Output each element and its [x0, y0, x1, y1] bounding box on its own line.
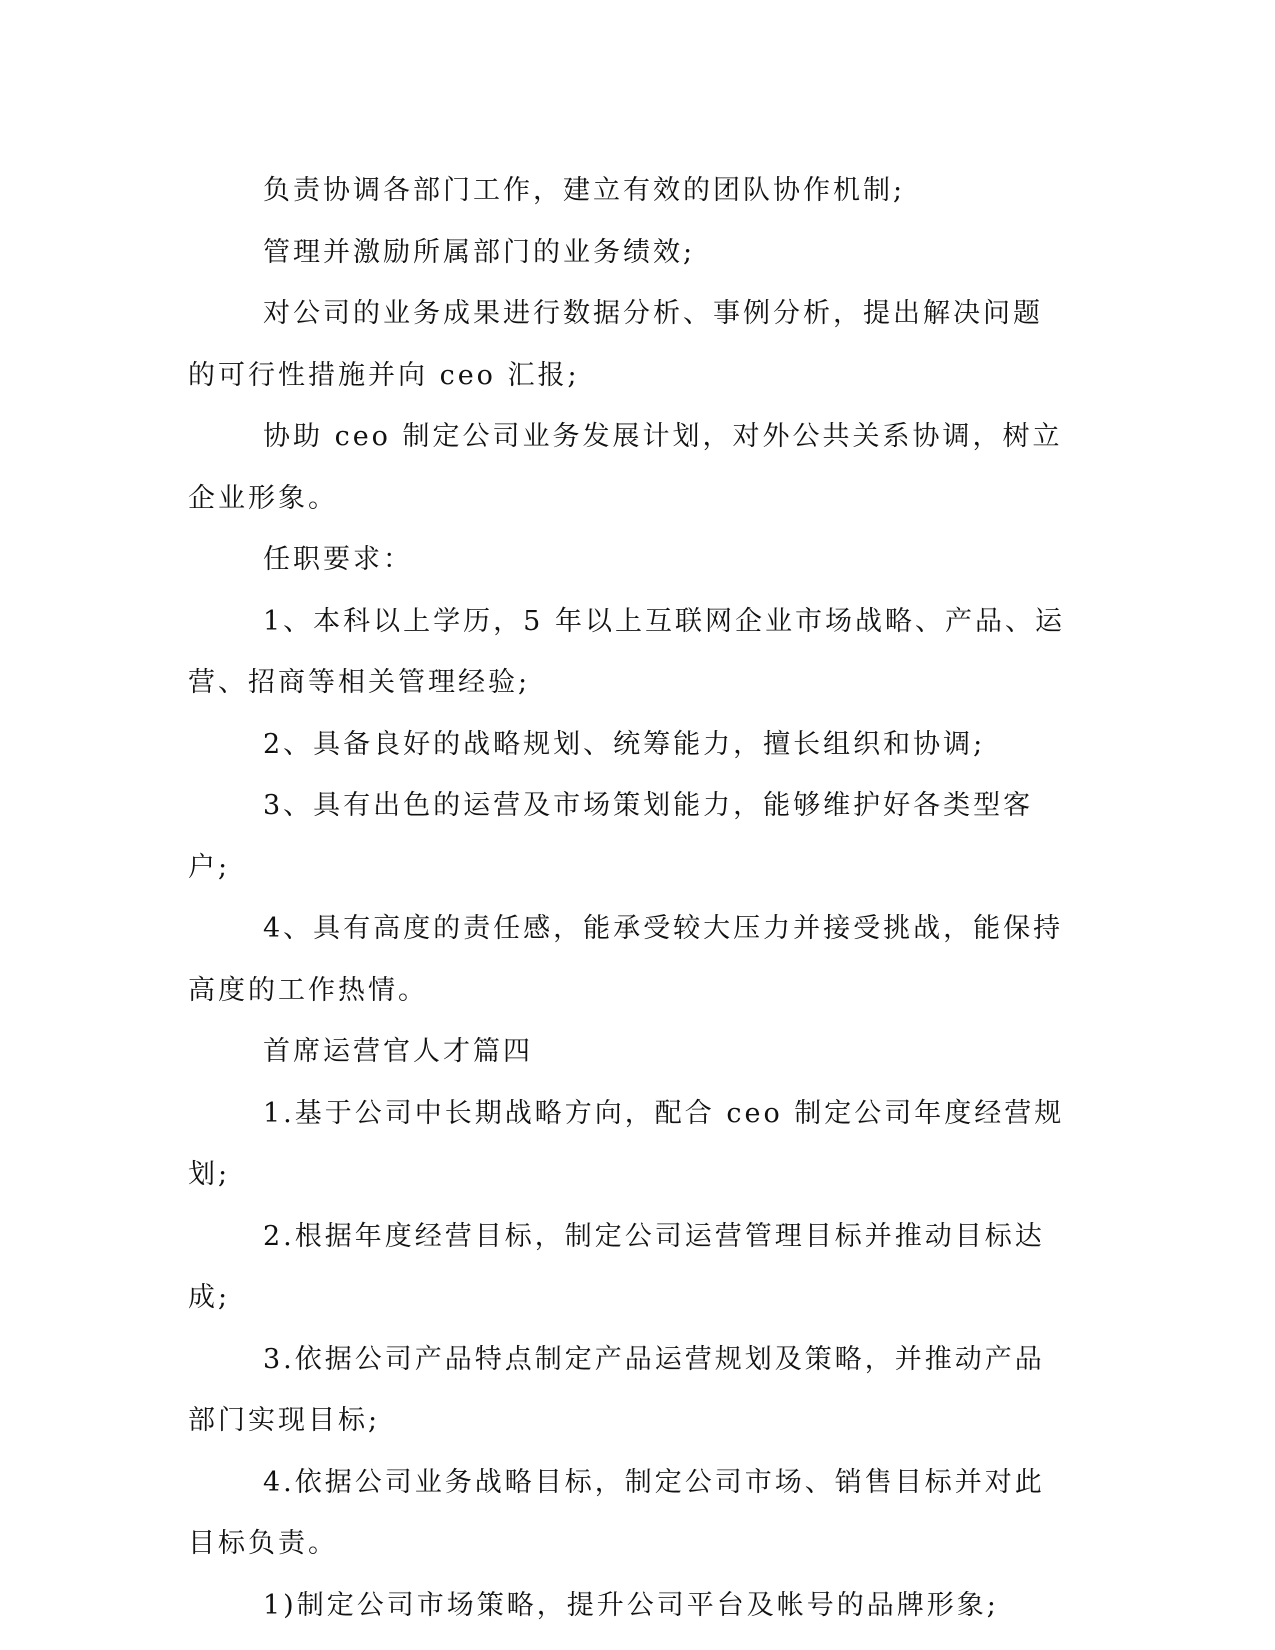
paragraph: 3.依据公司产品特点制定产品运营规划及策略，并推动产品部门实现目标; — [188, 1343, 1045, 1436]
document-body — [188, 160, 1068, 1636]
paragraph: 1.基于公司中长期战略方向，配合 ceo 制定公司年度经营规划; — [188, 1097, 1065, 1190]
paragraph: 管理并激励所属部门的业务绩效; — [263, 236, 696, 268]
paragraph: 2、具备良好的战略规划、统筹能力，擅长组织和协调; — [263, 728, 986, 760]
section-heading: 任职要求： — [263, 544, 413, 575]
paragraph: 1、本科以上学历，5 年以上互联网企业市场战略、产品、运营、招商等相关管理经验; — [188, 605, 1065, 698]
paragraph: 3、具有出色的运营及市场策划能力，能够维护好各类型客户; — [188, 790, 1034, 883]
paragraph: 对公司的业务成果进行数据分析、事例分析，提出解决问题的可行性措施并向 ceo 汇报; — [188, 298, 1043, 391]
paragraph: 2.根据年度经营目标，制定公司运营管理目标并推动目标达成; — [188, 1220, 1045, 1313]
paragraph: 负责协调各部门工作，建立有效的团队协作机制; — [263, 175, 906, 206]
section-heading: 首席运营官人才篇四 — [263, 1036, 533, 1067]
paragraph: 协助 ceo 制定公司业务发展计划，对外公共关系协调，树立企业形象。 — [188, 421, 1063, 514]
paragraph: 4.依据公司业务战略目标，制定公司市场、销售目标并对此目标负责。 — [188, 1466, 1045, 1559]
paragraph: 4、具有高度的责任感，能承受较大压力并接受挑战，能保持高度的工作热情。 — [188, 913, 1064, 1006]
paragraph: 1)制定公司市场策略，提升公司平台及帐号的品牌形象; — [263, 1589, 999, 1621]
